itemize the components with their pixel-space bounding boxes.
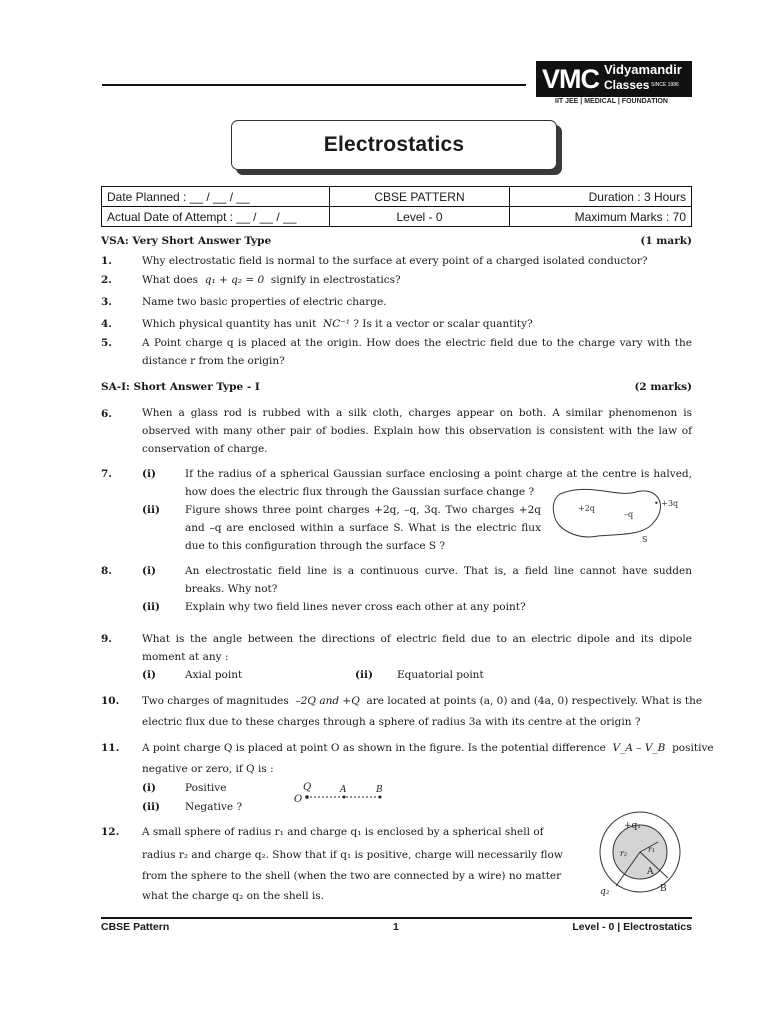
info-table: [101, 186, 692, 227]
logo-brand: VMC: [542, 64, 599, 94]
q8-i-text: An electrostatic field line is a continuous curve. That is, a field line cannot have sudden breaks. Why not?: [185, 565, 692, 595]
q1-number: 1.: [101, 255, 112, 267]
q8-i-label: (i): [142, 565, 156, 577]
section-sa1-marks: (2 marks): [634, 381, 692, 393]
q11-number: 11.: [101, 742, 120, 754]
q11-line1-pre: A point charge Q is placed at point O as shown in the figure. Is the potential difference: [142, 742, 606, 754]
q2-number: 2.: [101, 274, 112, 286]
section-vsa-title: VSA: Very Short Answer Type: [101, 235, 272, 247]
q4-post: ? Is it a vector or scalar quantity?: [353, 318, 533, 330]
section-sa1-title: SA-I: Short Answer Type - I: [101, 381, 260, 393]
pattern: CBSE PATTERN: [330, 187, 510, 207]
max-marks: Maximum Marks : 70: [510, 207, 692, 227]
vmc-logo: [536, 61, 692, 97]
q12-fig-r1-label: r₁: [648, 845, 656, 854]
q11-i-text: Positive: [185, 782, 227, 794]
q11-fig-a-label: A: [340, 785, 347, 795]
q11-ii-label: (ii): [142, 801, 160, 813]
q2-math: q₁ + q₂ = 0: [204, 274, 265, 286]
q4-pre: Which physical quantity has unit: [142, 318, 317, 330]
page-title: Electrostatics: [231, 120, 557, 170]
q12-fig-r2-label: r₂: [620, 849, 628, 858]
q8-ii-text: Explain why two field lines never cross each other at any point?: [185, 601, 526, 613]
q10-math: –2Q and +Q: [295, 695, 360, 707]
q9-i-text: Axial point: [185, 669, 243, 681]
q10-line2: electric flux due to these charges through a sphere of radius 3a with its centre at the origin ?: [142, 716, 641, 728]
q12-number: 12.: [101, 826, 120, 838]
q12-line3: from the sphere to the shell (when the two are connected by a wire) no matter: [142, 870, 562, 882]
duration: Duration : 3 Hours: [510, 187, 692, 207]
date-planned: Date Planned : __ / __ / __: [102, 187, 330, 207]
footer-left: CBSE Pattern: [101, 921, 170, 933]
q11-fig-point-b: [379, 796, 382, 799]
q12-figure: [590, 808, 692, 900]
q10-line1-pre: Two charges of magnitudes: [142, 695, 289, 707]
q10-number: 10.: [101, 695, 120, 707]
q11-figure: [292, 778, 388, 806]
q9-text: What is the angle between the directions of electric field due to an electric dipole and its dipole moment at any :: [142, 633, 692, 663]
header-rule: [102, 84, 526, 86]
q11-i-label: (i): [142, 782, 156, 794]
q10-line1: [142, 695, 702, 707]
section-sa1-heading: [101, 381, 692, 393]
q11-fig-point-a: [343, 796, 346, 799]
q9-ii-text: Equatorial point: [397, 669, 484, 681]
section-vsa-marks: (1 mark): [640, 235, 692, 247]
page-number: 1: [393, 921, 399, 933]
q8-number: 8.: [101, 565, 112, 577]
q11-line1-post: positive: [672, 742, 714, 754]
footer-right: Level - 0 | Electrostatics: [572, 921, 692, 933]
q5-number: 5.: [101, 337, 112, 349]
q9-ii-label: (ii): [355, 669, 373, 681]
q2-pre: What does: [142, 274, 199, 286]
q11-fig-b-label: B: [376, 785, 383, 795]
q12-fig-a-label: A: [647, 867, 654, 877]
q4-number: 4.: [101, 318, 112, 330]
q12-line1: A small sphere of radius r₁ and charge q₁ is enclosed by a spherical shell of: [142, 826, 544, 838]
logo-name-line1: Vidyamandir: [604, 62, 682, 77]
info-row-2: [102, 207, 692, 227]
q9-i-label: (i): [142, 669, 156, 681]
q11-math: V_A – V_B: [612, 742, 666, 754]
q7-ii-label: (ii): [142, 504, 160, 516]
logo-tagline: IIT JEE | MEDICAL | FOUNDATION: [555, 98, 668, 105]
q11-fig-q-label: Q: [303, 782, 312, 793]
q12-fig-b-label: B: [660, 884, 667, 894]
level: Level - 0: [330, 207, 510, 227]
q6-number: 6.: [101, 408, 112, 420]
q7-fig-surface-label: S: [642, 535, 648, 544]
q12-line2: radius r₂ and charge q₂. Show that if q₁ is positive, charge will necessarily flow: [142, 849, 563, 861]
q3-text: Name two basic properties of electric charge.: [142, 296, 387, 308]
info-row-1: [102, 187, 692, 207]
q6-text: When a glass rod is rubbed with a silk cloth, charges appear on both. A similar phenomenon is observed with many other pair of bodies. Explain how this observation is consistent with the law of conservation of charge.: [142, 407, 692, 455]
q11-line1: [142, 742, 714, 754]
q12-line4: what the charge q₂ on the shell is.: [142, 890, 325, 902]
q7-figure: [548, 484, 684, 548]
footer-rule: [101, 917, 692, 919]
q11-line2: negative or zero, if Q is :: [142, 763, 274, 775]
q12-fig-q2-label: q₂: [600, 887, 610, 897]
q3-number: 3.: [101, 296, 112, 308]
q7-i-label: (i): [142, 468, 156, 480]
actual-date: Actual Date of Attempt : __ / __ / __: [102, 207, 330, 227]
q9-number: 9.: [101, 633, 112, 645]
q7-ii-text: Figure shows three point charges +2q, –q, 3q. Two charges +2q and –q are enclosed within a surface S. What is the electric flux due to this configuration through the surface S ?: [185, 504, 541, 552]
gaussian-surface: [553, 489, 660, 536]
section-vsa-heading: [101, 235, 692, 247]
q7-i-text: If the radius of a spherical Gaussian surface enclosing a point charge at the centre is halved, how does the electric flux through the Gaussian surface change ?: [185, 468, 692, 498]
q7-fig-charge-3: • +3q: [654, 499, 679, 508]
logo-since: SINCE 1986: [651, 82, 679, 88]
q11-fig-o-label: O: [294, 794, 303, 805]
q12-fig-q1-label: +q₁: [624, 821, 641, 831]
q8-ii-label: (ii): [142, 601, 160, 613]
q7-fig-charge-2: –q: [624, 510, 634, 519]
q1-text: Why electrostatic field is normal to the surface at every point of a charged isolated conductor?: [142, 255, 648, 267]
q7-fig-charge-1: +2q: [578, 504, 595, 513]
q11-ii-text: Negative ?: [185, 801, 243, 813]
q4-math: NC⁻¹: [323, 318, 350, 330]
q7-number: 7.: [101, 468, 112, 480]
q2-text: [142, 274, 401, 286]
q11-fig-point-o: [305, 795, 309, 799]
q4-text: [142, 318, 533, 330]
q2-post: signify in electrostatics?: [270, 274, 401, 286]
q5-text: A Point charge q is placed at the origin. How does the electric field due to the charge vary with the distance r from the origin?: [142, 337, 692, 367]
q10-line1-post: are located at points (a, 0) and (4a, 0) respectively. What is the: [366, 695, 703, 707]
logo-name-line2: Classes: [604, 78, 650, 92]
